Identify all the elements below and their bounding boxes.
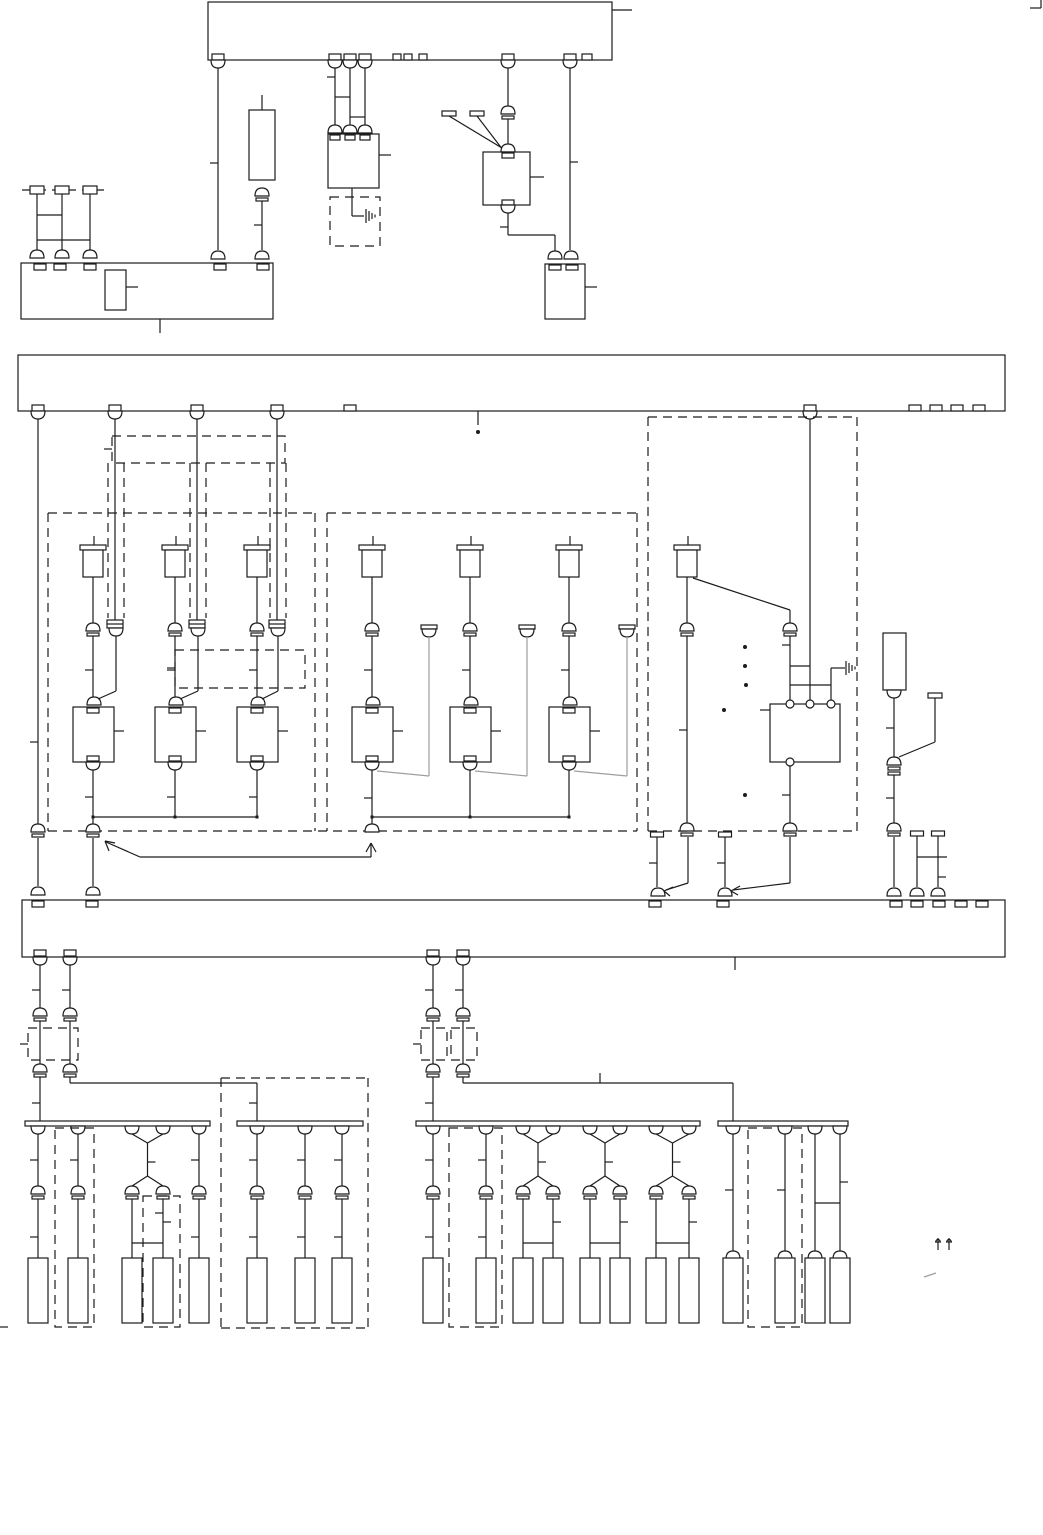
- battery-terminal-strip: [22, 186, 104, 258]
- bus-bar-2-group: [221, 1078, 368, 1328]
- dashed-distribution-box: [104, 436, 286, 618]
- wire-right-top: [564, 68, 578, 259]
- top-igniter-module: [327, 68, 391, 246]
- wire-main-left: [210, 68, 225, 259]
- ground-wire-left: [30, 419, 45, 895]
- coil-group-2: [352, 536, 635, 832]
- component-c: [545, 264, 597, 319]
- feed-chains: [20, 965, 733, 1121]
- annotation-arrow-long: [105, 841, 376, 857]
- coil-group-1: [73, 419, 288, 895]
- sensor-component-b: [442, 68, 562, 259]
- bus-bar-3-group: [416, 1121, 700, 1327]
- junction-box: [21, 263, 273, 333]
- corner-mark: [1030, 0, 1041, 8]
- bus-bar-4-group: [718, 1121, 850, 1327]
- control-unit-box: [208, 2, 632, 68]
- bus-strip-lower: [22, 900, 1005, 970]
- dagger-marks: [924, 1239, 952, 1278]
- bus-bar-1-group: [0, 1121, 210, 1327]
- coil-relay-group: [649, 419, 855, 896]
- resistor-component: [249, 95, 275, 259]
- right-sensor-column: [883, 633, 947, 896]
- dashed-boundaries: [48, 417, 857, 831]
